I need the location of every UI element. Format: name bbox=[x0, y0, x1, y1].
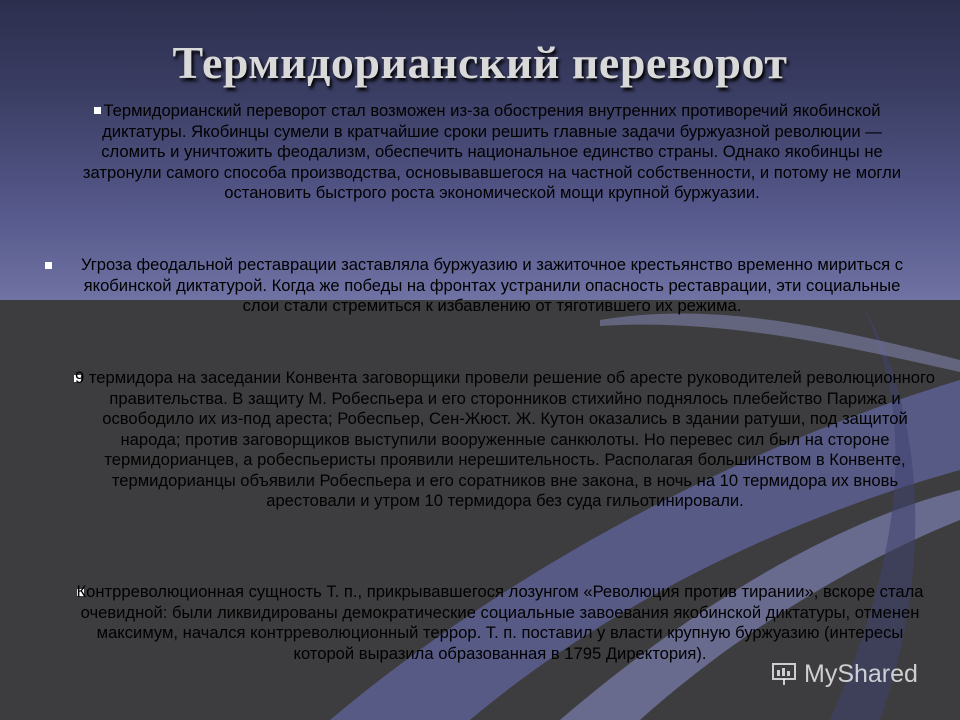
paragraph-3: 9 термидора на заседании Конвента заговорщики провели решение об аресте руководителей революционного правительства. В защиту М. Робеспьера и его сторонников стихийно поднялось плебейство Парижа и освободило их из-под ареста; Робеспьер, Сен-Жюст. Ж. Кутон оказались в здании ратуши, под защитой народа; против заговорщиков выступили вооруженные санкюлоты. Но перевес сил был на стороне термидорианцев, а робеспьеристы проявили нерешительность. Располагая большинством в Конвенте, термидорианцы объявили Робеспьера и его соратников вне закона, в ночь на 10 термидора их вновь арестовали и утром 10 термидора без суда гильотинировали. bbox=[75, 368, 935, 510]
watermark bbox=[770, 656, 918, 692]
paragraph-1: Термидорианский переворот стал возможен из-за обострения внутренних противоречий якобинской диктатуры. Якобинцы сумели в кратчайшие сроки решить главные задачи буржуазной революции — сломить и уничтожить феодализм, обеспечить национальное единство страны. Однако якобинцы не затронули самого способа производства, основывавшегося на частной собственности, и потому не могли остановить быстрого роста экономической мощи крупной буржуазии. bbox=[82, 101, 902, 202]
slide-title: Термидорианский переворот bbox=[172, 37, 788, 88]
paragraph-4: Контрреволюционная сущность Т. п., прикрывавшегося лозунгом «Революция против тирании», вскоре стала очевидной: были ликвидированы демократические социальные завоевания якобинской диктатуры, отменен максимум, начался контрреволюционный террор. Т. п. поставил у власти крупную буржуазию (интересы которой выразила образованная в 1795 Директория). bbox=[76, 582, 924, 663]
paragraph-2: Угроза феодальной реставрации заставляла буржуазию и зажиточное крестьянство временно мириться с якобинской диктатурой. Когда же победы на фронтах устранили опасность реставрации, эти социальные слои стали стремиться к избавлению от тяготившего их режима. bbox=[80, 255, 904, 315]
watermark-text: MyShared bbox=[804, 659, 918, 688]
bullet-marker bbox=[45, 262, 52, 269]
presentation-icon bbox=[770, 660, 798, 688]
